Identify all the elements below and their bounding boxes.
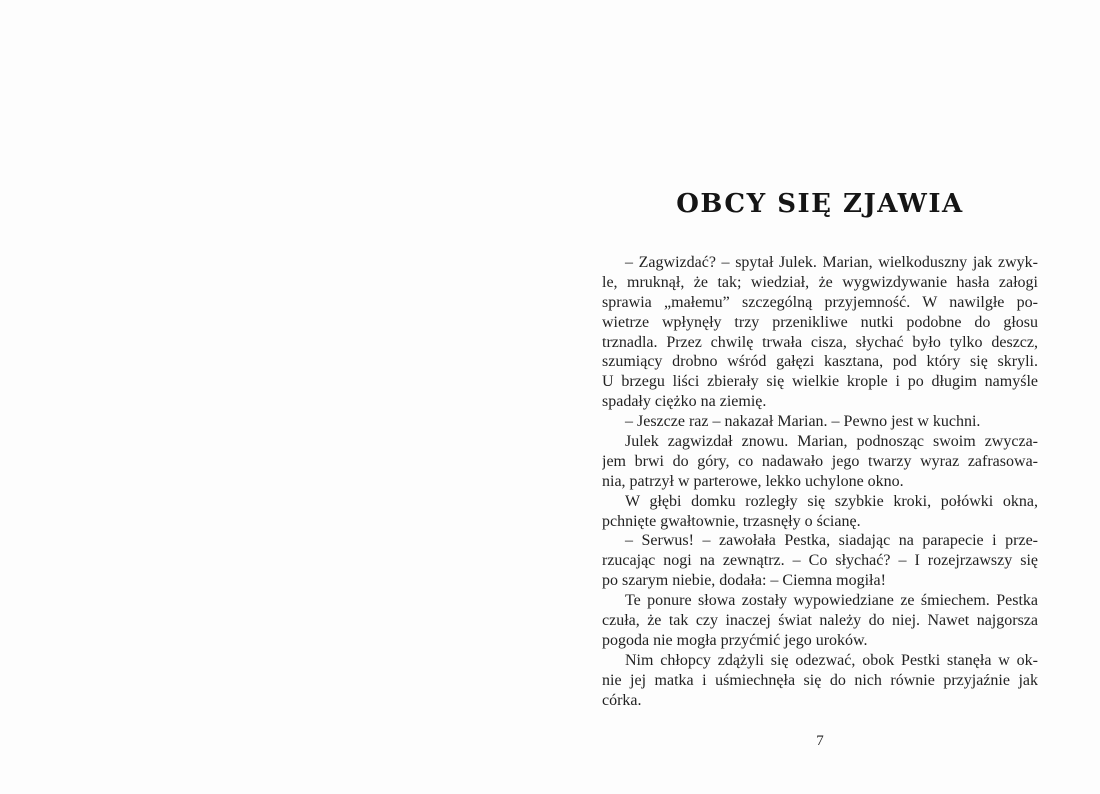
text-line: czuła, że tak czy inaczej świat należy do niej. Nawet najgorsza <box>602 612 1038 630</box>
text-line: córka. <box>602 691 642 709</box>
text-line: U brzegu liści zbierały się wielkie krople i po długim namyśle <box>602 373 1038 391</box>
text-line: wietrze wpłynęły trzy przenikliwe nutki podobne do głosu <box>602 313 1038 331</box>
text-line: – Zagwizdać? – spytał Julek. Marian, wielkoduszny jak zwyk- <box>625 254 1038 271</box>
text-line: szumiący drobno wśród gałęzi kasztana, pod który się skryli. <box>602 353 1038 371</box>
text-line: nia, patrzył w parterowe, lekko uchylone okno. <box>602 472 904 490</box>
paragraph <box>602 492 1038 532</box>
paragraph <box>602 432 1038 492</box>
text-line: pchnięte gwałtownie, trzasnęły o ścianę. <box>602 512 861 530</box>
paragraph <box>602 253 1038 412</box>
text-line: le, mruknął, że tak; wiedział, że wygwizdywanie hasła załogi <box>602 273 1038 291</box>
text-line: W głębi domku rozległy się szybkie kroki, połówki okna, <box>625 492 1038 510</box>
text-line: jem brwi do góry, co nadawało jego twarzy wyraz zafrasowa- <box>602 452 1038 470</box>
text-line: – Jeszcze raz – nakazał Marian. – Pewno jest w kuchni. <box>625 413 981 431</box>
text-line: po szarym niebie, dodała: – Ciemna mogiła! <box>602 572 886 590</box>
text-line: nie jej matka i uśmiechnęła się do nich równie przyjaźnie jak <box>602 671 1038 689</box>
text-line: pogoda nie mogła przyćmić jego uroków. <box>602 631 868 649</box>
paragraph <box>602 651 1038 711</box>
text-line: Nim chłopcy zdążyli się odezwać, obok Pestki stanęła w ok- <box>625 651 1038 669</box>
text-line: Te ponure słowa zostały wypowiedziane ze śmiechem. Pestka <box>625 592 1038 610</box>
paragraph <box>602 591 1038 651</box>
page-number: 7 <box>816 733 824 749</box>
text-line: – Serwus! – zawołała Pestka, siadając na parapecie i prze- <box>625 532 1038 550</box>
text-line: trznadla. Przez chwilę trwała cisza, słychać było tylko deszcz, <box>602 333 1038 351</box>
text-line: sprawia „małemu” szczególną przyjemność. W nawilgłe po- <box>602 293 1038 311</box>
chapter-title: OBCY SIĘ ZJAWIA <box>676 189 964 219</box>
text-line: Julek zagwizdał znowu. Marian, podnosząc swoim zwycza- <box>625 433 1038 451</box>
paragraph <box>602 412 1038 432</box>
text-block <box>602 253 1038 710</box>
paragraph <box>602 531 1038 591</box>
text-line: rzucając nogi na zewnątrz. – Co słychać? – I rozejrzawszy się <box>602 552 1038 570</box>
text-line: spadały ciężko na ziemię. <box>602 393 767 411</box>
